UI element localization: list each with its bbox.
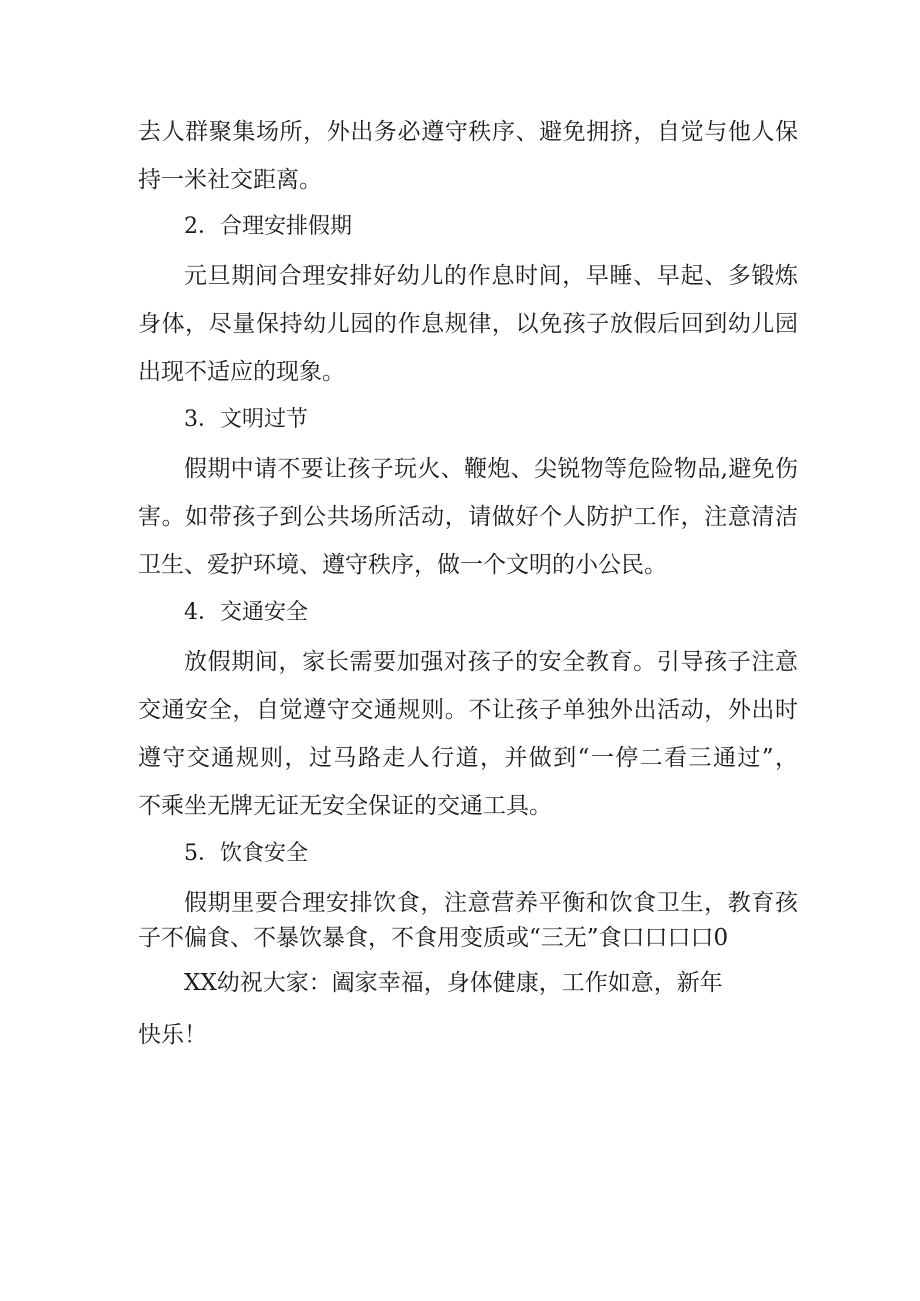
- section-4-line-1: 放假期间，家长需要加强对孩子的安全教育。引导孩子注意: [184, 649, 798, 675]
- section-4-line-3: 遵守交通规则，过马路走人行道，并做到“一停二看三通过”，: [138, 745, 798, 771]
- intro-line-1: 去人群聚集场所，外出务必遵守秩序、避免拥挤，自觉与他人保: [138, 119, 798, 145]
- section-3-line-1: 假期中请不要让孩子玩火、鞭炮、尖锐物等危险物品,避免伤: [184, 456, 798, 482]
- section-2-line-2: 身体，尽量保持幼儿园的作息规律，以免孩子放假后回到幼儿园: [138, 311, 798, 337]
- section-3-line-3: 卫生、爱护环境、遵守秩序，做一个文明的小公民。: [138, 552, 667, 578]
- section-2-line-3: 出现不适应的现象。: [138, 359, 345, 385]
- section-4-line-4: 不乘坐无牌无证无安全保证的交通工具。: [138, 793, 552, 819]
- intro-line-2: 持一米社交距离。: [138, 167, 322, 193]
- section-2-heading: 2．合理安排假期: [184, 214, 352, 239]
- section-3-heading: 3．文明过节: [184, 407, 308, 432]
- section-5-line-2: 子不偏食、不暴饮暴食，不食用变质或“三无”食口口口口0: [138, 925, 729, 951]
- section-2-line-1: 元旦期间合理安排好幼儿的作息时间，早睡、早起、多锻炼: [184, 263, 798, 289]
- closing-line-1: XX幼祝大家：阖家幸福，身体健康，工作如意，新年: [184, 970, 723, 996]
- section-4-heading: 4．交通安全: [184, 600, 308, 625]
- closing-line-2: 快乐！: [138, 1022, 207, 1048]
- section-3-line-2: 害。如带孩子到公共场所活动，请做好个人防护工作，注意清洁: [138, 504, 798, 530]
- section-5-line-1: 假期里要合理安排饮食，注意营养平衡和饮食卫生，教育孩: [184, 890, 798, 916]
- section-4-line-2: 交通安全，自觉遵守交通规则。不让孩子单独外出活动，外出时: [138, 697, 798, 723]
- section-5-heading: 5．饮食安全: [184, 841, 308, 866]
